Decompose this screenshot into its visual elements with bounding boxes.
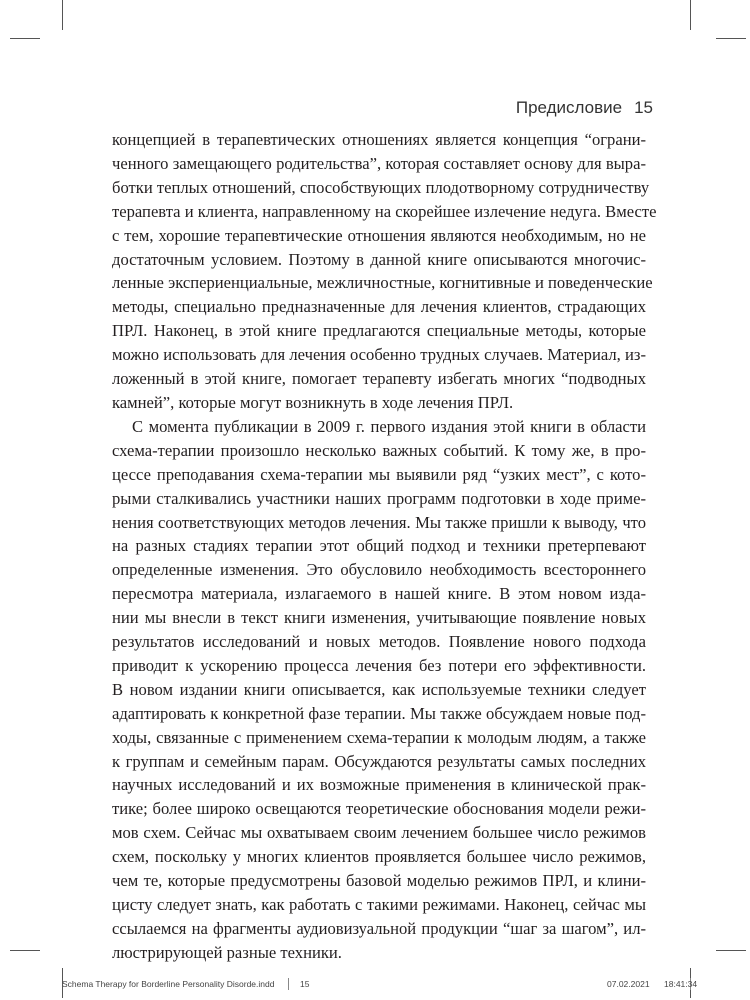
text-line: чем те, которые предусмотрены базовой моделью режимов ПРЛ, и клини- [112, 871, 646, 891]
slug-date: 07.02.2021 [607, 979, 650, 989]
crop-mark-top-left-v [62, 0, 63, 30]
text-line: достаточным условием. Поэтому в данной книге описываются многочис- [112, 249, 646, 269]
slug-filename: Schema Therapy for Borderline Personality Disorde.indd [62, 979, 275, 989]
text-line: ПРЛ. Наконец, в этой книге предлагаются специальные методы, которые [112, 321, 646, 341]
page-number: 15 [634, 98, 653, 117]
text-line: ссылаемся на фрагменты аудиовизуальной продукции “шаг за шагом”, ил- [112, 918, 646, 938]
text-line: определенные изменения. Это обусловило необходимость всестороннего [112, 560, 646, 580]
text-line: к группам и семейным парам. Обсуждаются результаты самых последних [112, 751, 646, 771]
text-line: мов схем. Сейчас мы охватываем своим лечением большее число режимов [112, 823, 646, 843]
text-line: тике; более широко освещаются теоретические обоснования модели режи- [112, 799, 646, 819]
text-line: концепцией в терапевтических отношениях является концепция “ограни- [112, 130, 646, 149]
text-line: можно использовать для лечения особенно трудных случаев. Материал, из- [112, 345, 646, 365]
text-line: ходы, связанные с применением схема-терапии к молодым людям, а также [112, 727, 646, 747]
running-head-title: Предисловие [515, 98, 623, 117]
text-line: люстрирующей разные техники. [112, 942, 342, 962]
crop-mark-top-right-v [690, 0, 691, 30]
body-text [112, 128, 657, 965]
text-line: ложенный в этой книге, помогает терапевту избегать многих “подводных [112, 369, 646, 389]
crop-mark-bottom-left-h [10, 950, 40, 951]
text-line: ленные экспериенциальные, межличностные, когнитивные и поведенческие [112, 273, 653, 293]
text-line: пересмотра материала, излагаемого в нашей книге. В этом новом изда- [112, 584, 646, 604]
crop-mark-top-right-h [716, 38, 746, 39]
slug-time: 18:41:34 [664, 979, 698, 989]
text-line: адаптировать к конкретной фазе терапии. Мы также обсуждаем новые под- [112, 703, 646, 723]
slug-page-number: 15 [300, 979, 310, 989]
text-line: ченного замещающего родительства”, которая составляет основу для выра- [112, 153, 646, 173]
text-line: ботки теплых отношений, способствующих плодотворному сотрудничеству [112, 177, 650, 197]
text-line: терапевта и клиента, направленному на скорейшее излечение недуга. Вместе [112, 201, 657, 221]
text-line: схема-терапии произошло несколько важных событий. К тому же, в про- [112, 440, 646, 460]
text-line: цисту следует знать, как работать с такими режимами. Наконец, сейчас мы [112, 895, 646, 914]
crop-mark-top-left-h [10, 38, 40, 39]
text-line: научных исследований и их возможные применения в клинической прак- [112, 775, 646, 795]
text-line: с тем, хорошие терапевтические отношения являются необходимым, но не [112, 225, 646, 245]
text-line: С момента публикации в 2009 г. первого издания этой книги в области [132, 416, 646, 436]
crop-mark-bottom-right-h [716, 950, 746, 951]
text-line: нии мы внесли в текст книги изменения, учитывающие появление новых [112, 608, 646, 628]
running-head [516, 98, 653, 118]
text-line: рыми сталкивались участники наших программ подготовки в ходе приме- [112, 488, 646, 508]
text-line: схем, поскольку у многих клиентов проявляется большее число режимов, [112, 847, 646, 867]
text-line: методы, специально предназначенные для лечения клиентов, страдающих [112, 297, 646, 317]
text-line: приводит к ускорению процесса лечения без потери его эффективности. [112, 655, 646, 675]
text-line: цессе преподавания схема-терапии мы выявили ряд “узких мест”, с кото- [112, 464, 646, 484]
text-line: нения соответствующих методов лечения. Мы также пришли к выводу, что [112, 512, 646, 532]
text-line: В новом издании книги описывается, как используемые техники следует [112, 679, 646, 699]
text-line: на разных стадиях терапии этот общий подход и техники претерпевают [112, 536, 646, 556]
slug-divider [288, 978, 289, 990]
text-line: камней”, которые могут возникнуть в ходе лечения ПРЛ. [112, 392, 514, 412]
text-line: результатов исследований и новых методов. Появление нового подхода [112, 632, 646, 652]
